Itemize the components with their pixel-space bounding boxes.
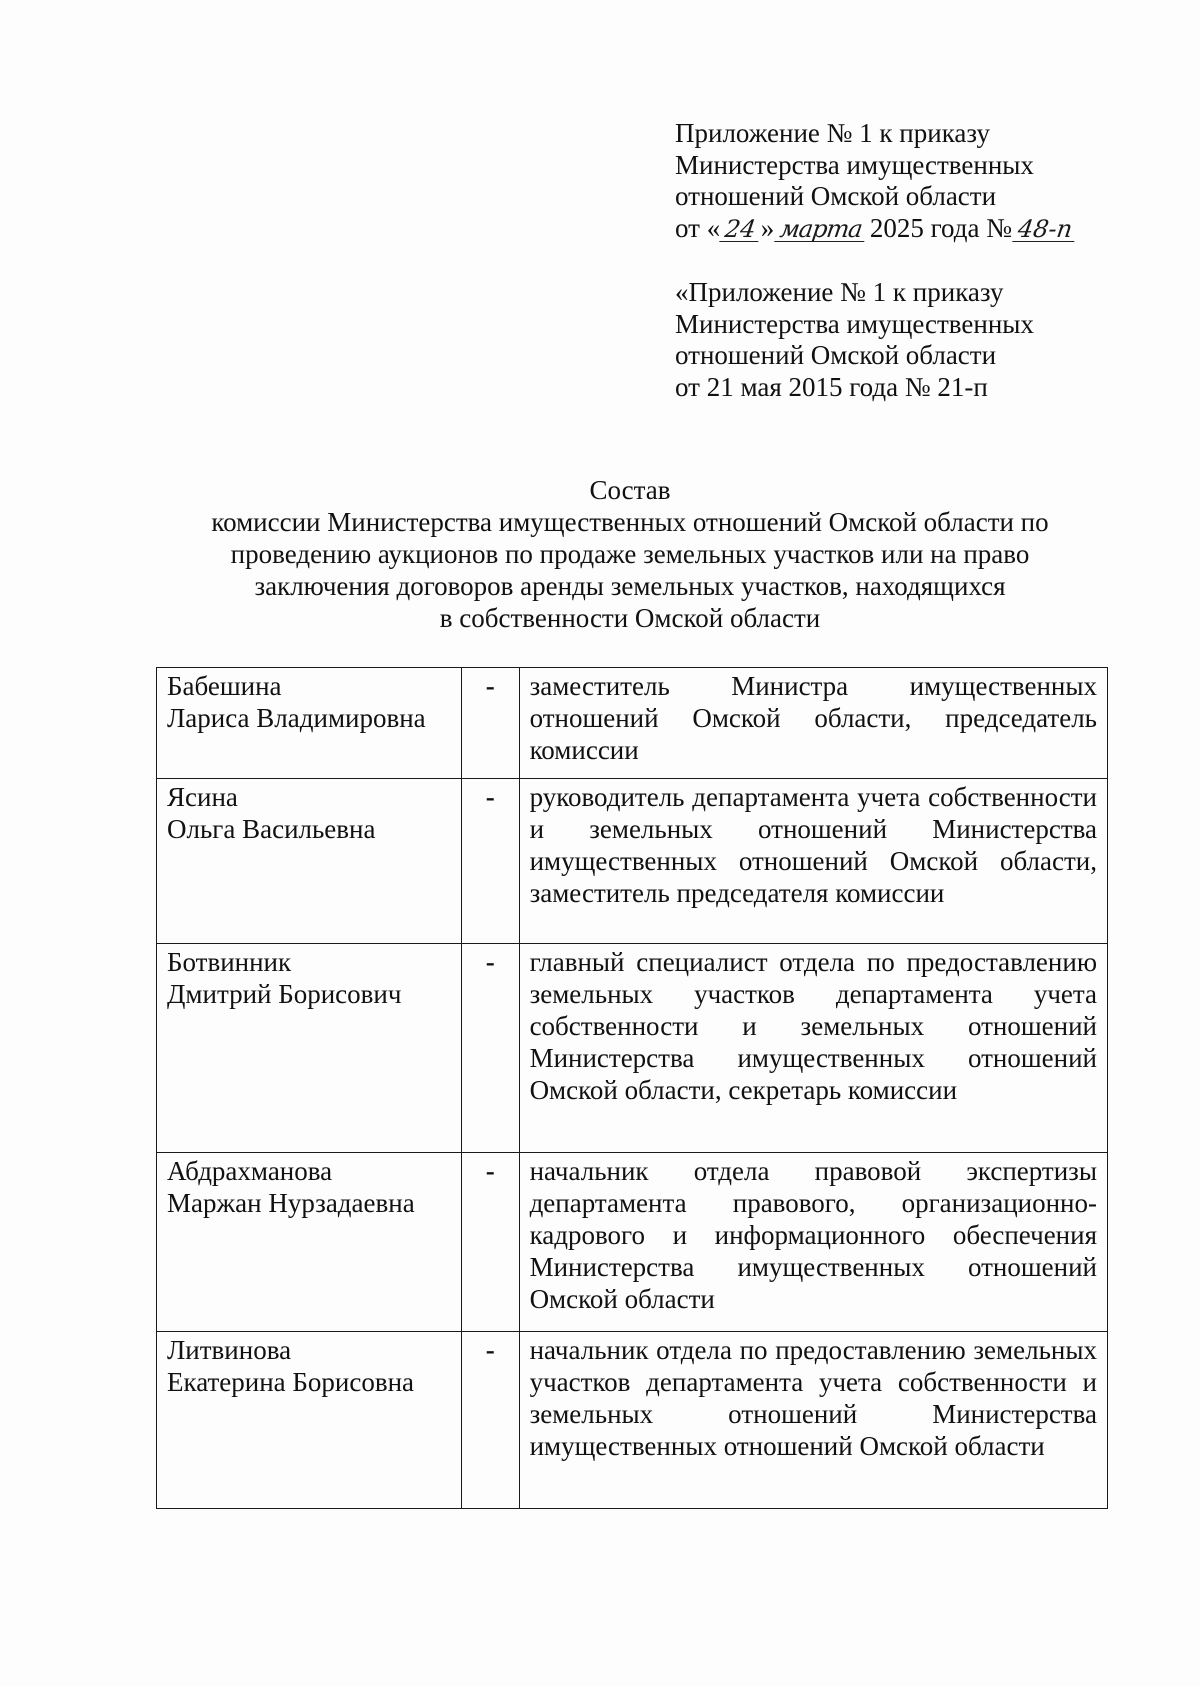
annex-old-line-4: от 21 мая 2015 года № 21-п [675, 371, 988, 402]
dash-cell: - [461, 779, 519, 944]
handwritten-day: 24 [719, 217, 761, 242]
member-name-cell [157, 779, 462, 944]
annex-header-new [675, 118, 1076, 244]
member-role: начальник отдела по предоставлению земельных участков департамента учета собственности и земельных отношений Министерства имущественных отношений Омской области [519, 1332, 1107, 1509]
member-given-names: Дмитрий Борисович [167, 979, 402, 1009]
annex-new-line-3: отношений Омской области [675, 181, 997, 211]
annex-new-date-line [675, 213, 1076, 245]
annex-old-line-3: отношений Омской области [675, 340, 997, 370]
member-surname: Ботвинник [167, 947, 292, 977]
handwritten-order-number: 48-п [1012, 217, 1078, 242]
date-mid: » [760, 212, 775, 243]
member-given-names: Ольга Васильевна [167, 814, 376, 844]
annex-old-line-2: Министерства имущественных [675, 308, 1034, 339]
title-line-4: в собственности Омской области [439, 603, 821, 633]
table-row [157, 1332, 1108, 1509]
table-row [157, 1153, 1108, 1332]
table-row [157, 944, 1108, 1153]
title-line-3: заключения договоров аренды земельных участков, находящихся [254, 571, 1006, 601]
date-year: 2025 года № [869, 212, 1012, 243]
member-role: начальник отдела правовой экспертизы департамента правового, организационно-кадрового и информационного обеспечения Министерства имущественных отношений Омской области [519, 1153, 1107, 1332]
table-row [157, 668, 1108, 779]
dash-cell: - [461, 668, 519, 779]
handwritten-month: марта [774, 217, 867, 242]
dash-cell: - [461, 944, 519, 1153]
annex-new-line-2: Министерства имущественных [675, 149, 1034, 180]
date-prefix: от « [675, 212, 721, 243]
commission-members-table [156, 667, 1108, 1509]
member-given-names: Екатерина Борисовна [167, 1367, 415, 1397]
dash-cell: - [461, 1153, 519, 1332]
member-given-names: Маржан Нурзадаевна [167, 1188, 415, 1218]
member-role: главный специалист отдела по предоставлению земельных участков департамента учета собственности и земельных отношений Министерства имущественных отношений Омской области, секретарь комиссии [519, 944, 1107, 1153]
member-role: руководитель департамента учета собственности и земельных отношений Министерства имущественных отношений Омской области, заместитель председателя комиссии [519, 779, 1107, 944]
table-row [157, 779, 1108, 944]
member-surname: Литвинова [167, 1335, 292, 1365]
annex-new-line-1: Приложение № 1 к приказу [675, 118, 990, 148]
document-title [155, 474, 1105, 634]
member-surname: Бабешина [167, 671, 282, 701]
annex-header-old [675, 277, 1034, 403]
member-surname: Абдрахманова [167, 1156, 333, 1186]
member-surname: Ясина [167, 782, 238, 812]
title-line-2: проведению аукционов по продаже земельных участков или на право [230, 539, 1030, 569]
member-role: заместитель Министра имущественных отношений Омской области, председатель комиссии [519, 668, 1107, 779]
title-line-1: комиссии Министерства имущественных отношений Омской области по [211, 507, 1049, 537]
annex-old-line-1: «Приложение № 1 к приказу [675, 277, 1004, 307]
member-name-cell [157, 1153, 462, 1332]
member-name-cell [157, 668, 462, 779]
member-given-names: Лариса Владимировна [167, 703, 426, 733]
member-name-cell [157, 944, 462, 1153]
dash-cell: - [461, 1332, 519, 1509]
title-heading: Состав [589, 475, 671, 505]
member-name-cell [157, 1332, 462, 1509]
